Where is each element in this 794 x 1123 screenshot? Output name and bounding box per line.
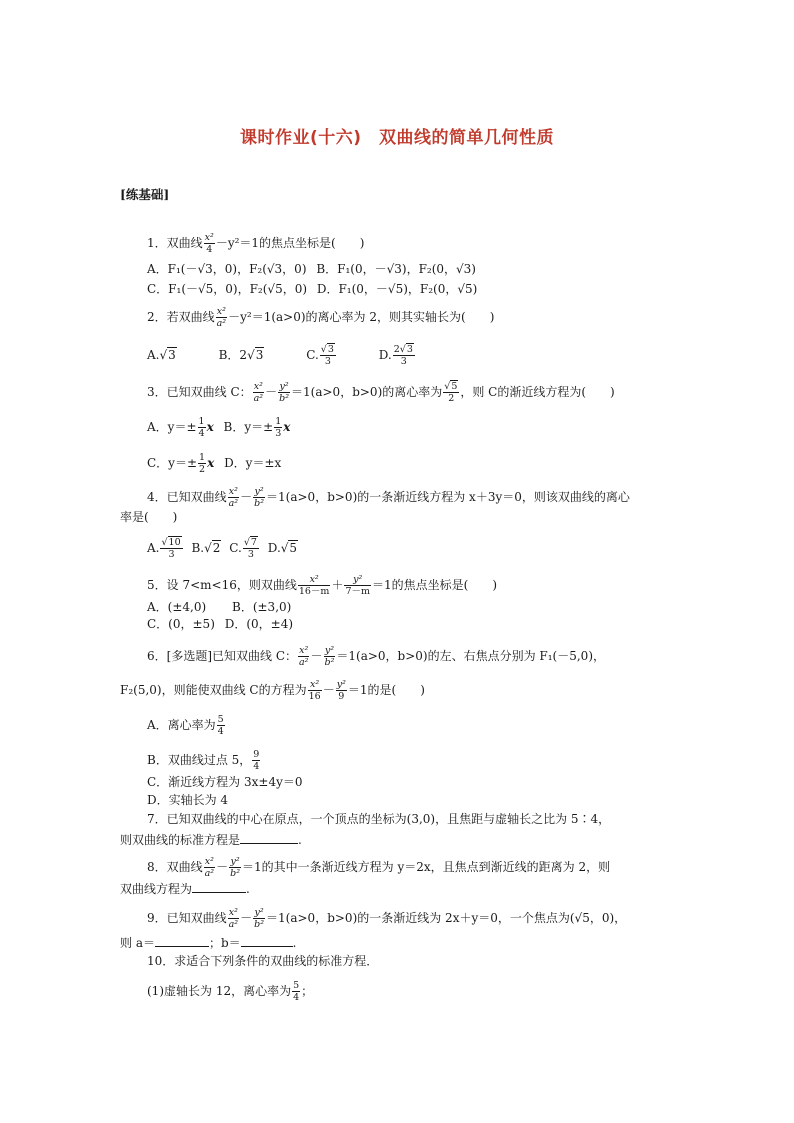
q6-option-d: D．实轴长为 4 xyxy=(147,793,229,807)
fraction: $\frac{\text{x²}}{\text{a²}}$ xyxy=(216,306,227,329)
answer-blank[interactable] xyxy=(240,832,298,844)
option-b: B.√2 xyxy=(191,541,221,555)
answer-blank-a[interactable] xyxy=(155,935,209,947)
option-b: B．(±3,0) xyxy=(232,600,292,614)
option-d: D. $\frac{2√3}{3}$ xyxy=(378,344,413,367)
option-a: A. $\frac{√10}{3}$ xyxy=(147,537,181,560)
q3-options-row1 xyxy=(147,416,290,439)
option-c: C. $\frac{√7}{3}$ xyxy=(229,537,257,560)
option-c: C．y＝± $\frac{1}{2}$ x xyxy=(147,452,215,475)
question-9-line2: 则 a＝ ；b＝ . xyxy=(120,936,297,950)
question-8-line2: 双曲线方程为 . xyxy=(120,882,250,896)
question-2: 2．若双曲线 $\frac{\text{x²}}{\text{a²}}$ －y²＝1(a>0)的离心率为 2，则其实轴长为( ) xyxy=(147,306,495,329)
question-7: 7．已知双曲线的中心在原点，一个顶点的坐标为(3,0)，且焦距与虚轴长之比为 5∶4， xyxy=(147,812,611,826)
option-d: D．y＝±x xyxy=(224,456,282,470)
option-d: D．(0，±4) xyxy=(224,617,294,631)
option-a: A．(±4,0) xyxy=(147,600,207,614)
question-6-line2: F₂(5,0)，则能使双曲线 C的方程为 $\frac{\text{x²}}{16}$ － $\frac{\text{y²}}{9}$ ＝1的是( ) xyxy=(120,679,425,702)
question-9: 9．已知双曲线 $\frac{\text{x²}}{\text{a²}}$ － $\frac{\text{y²}}{\text{b²}}$ ＝1(a>0，b>0)的一条渐近线为 2x＋y＝0，一个焦点为(√5，0)， xyxy=(147,907,627,930)
q3-options-row2 xyxy=(147,452,281,475)
q1-options-row1 xyxy=(147,262,476,276)
page-title: 课时作业(十六) 双曲线的简单几何性质 xyxy=(239,128,555,148)
q1-options-row2 xyxy=(147,282,477,296)
q4-options xyxy=(147,537,298,560)
question-10: 10．求适合下列条件的双曲线的标准方程． xyxy=(147,954,379,968)
option-d: D.√5 xyxy=(267,541,298,555)
option-b: B．y＝± $\frac{1}{3}$ x xyxy=(223,416,291,439)
q5-options-row1 xyxy=(147,600,291,614)
option-b: B．2√3 xyxy=(218,348,264,362)
option-c: C．F₁(－√5，0)，F₂(√5，0) xyxy=(147,282,308,296)
question-1: 1．双曲线 $\frac{\text{x²}}{4}$ －y²＝1的焦点坐标是( ) xyxy=(147,232,365,255)
option-b: B．F₁(0，－√3)，F₂(0，√3) xyxy=(316,262,476,276)
answer-blank-b[interactable] xyxy=(241,935,293,947)
option-c: C．(0，±5) xyxy=(147,617,215,631)
option-d: D．F₁(0，－√5)，F₂(0，√5) xyxy=(316,282,478,296)
q6-option-b: B．双曲线过点 5， $\frac{9}{4}$ xyxy=(147,749,260,772)
option-c: C. $\frac{√3}{3}$ xyxy=(306,344,334,367)
question-7-line2: 则双曲线的标准方程是 . xyxy=(120,833,302,847)
question-10-part1: (1)虚轴长为 12，离心率为 $\frac{5}{4}$ ； xyxy=(147,980,314,1003)
q5-options-row2 xyxy=(147,617,293,631)
q2-options xyxy=(147,344,416,367)
option-a: A．y＝± $\frac{1}{4}$ x xyxy=(147,416,214,439)
question-5: 5．设 7<m<16，则双曲线 $\frac{\text{x²}}{16-m}$ ＋ $\frac{\text{y²}}{7-m}$ ＝1的焦点坐标是( ) xyxy=(147,574,498,597)
question-3: 3．已知双曲线 C： $\frac{\text{x²}}{\text{a²}}$ － $\frac{\text{y²}}{\text{b²}}$ ＝1(a>0，b>0)的离心率为 $\frac{√5}{2}$ ，则 C的渐近线方程为( ) xyxy=(147,381,615,404)
question-4: 4．已知双曲线 $\frac{\text{x²}}{\text{a²}}$ － $\frac{\text{y²}}{\text{b²}}$ ＝1(a>0，b>0)的一条渐近线方程为 x＋3y＝0，则该双曲线的离心 xyxy=(147,486,630,509)
answer-blank[interactable] xyxy=(192,881,246,893)
question-4-line2: 率是( ) xyxy=(120,510,178,524)
question-6: 6．[多选题]已知双曲线 C： $\frac{\text{x²}}{\text{a²}}$ － $\frac{\text{y²}}{\text{b²}}$ ＝1(a>0，b>0)的左、右焦点分别为 F₁(－5,0)， xyxy=(147,645,606,668)
section-heading: [练基础] xyxy=(120,187,170,202)
q6-option-c: C．渐近线方程为 3x±4y＝0 xyxy=(147,775,303,789)
option-a: A．F₁(－√3，0)，F₂(√3，0) xyxy=(147,262,307,276)
question-8: 8．双曲线 $\frac{\text{x²}}{\text{a²}}$ － $\frac{\text{y²}}{\text{b²}}$ ＝1的其中一条渐近线方程为 y＝2x，且焦点到渐近线的距离为 2，则 xyxy=(147,856,611,879)
fraction: $\frac{\text{x²}}{4}$ xyxy=(204,232,214,255)
q6-option-a: A．离心率为 $\frac{5}{4}$ xyxy=(147,714,224,737)
option-a: A.√3 xyxy=(147,348,176,362)
